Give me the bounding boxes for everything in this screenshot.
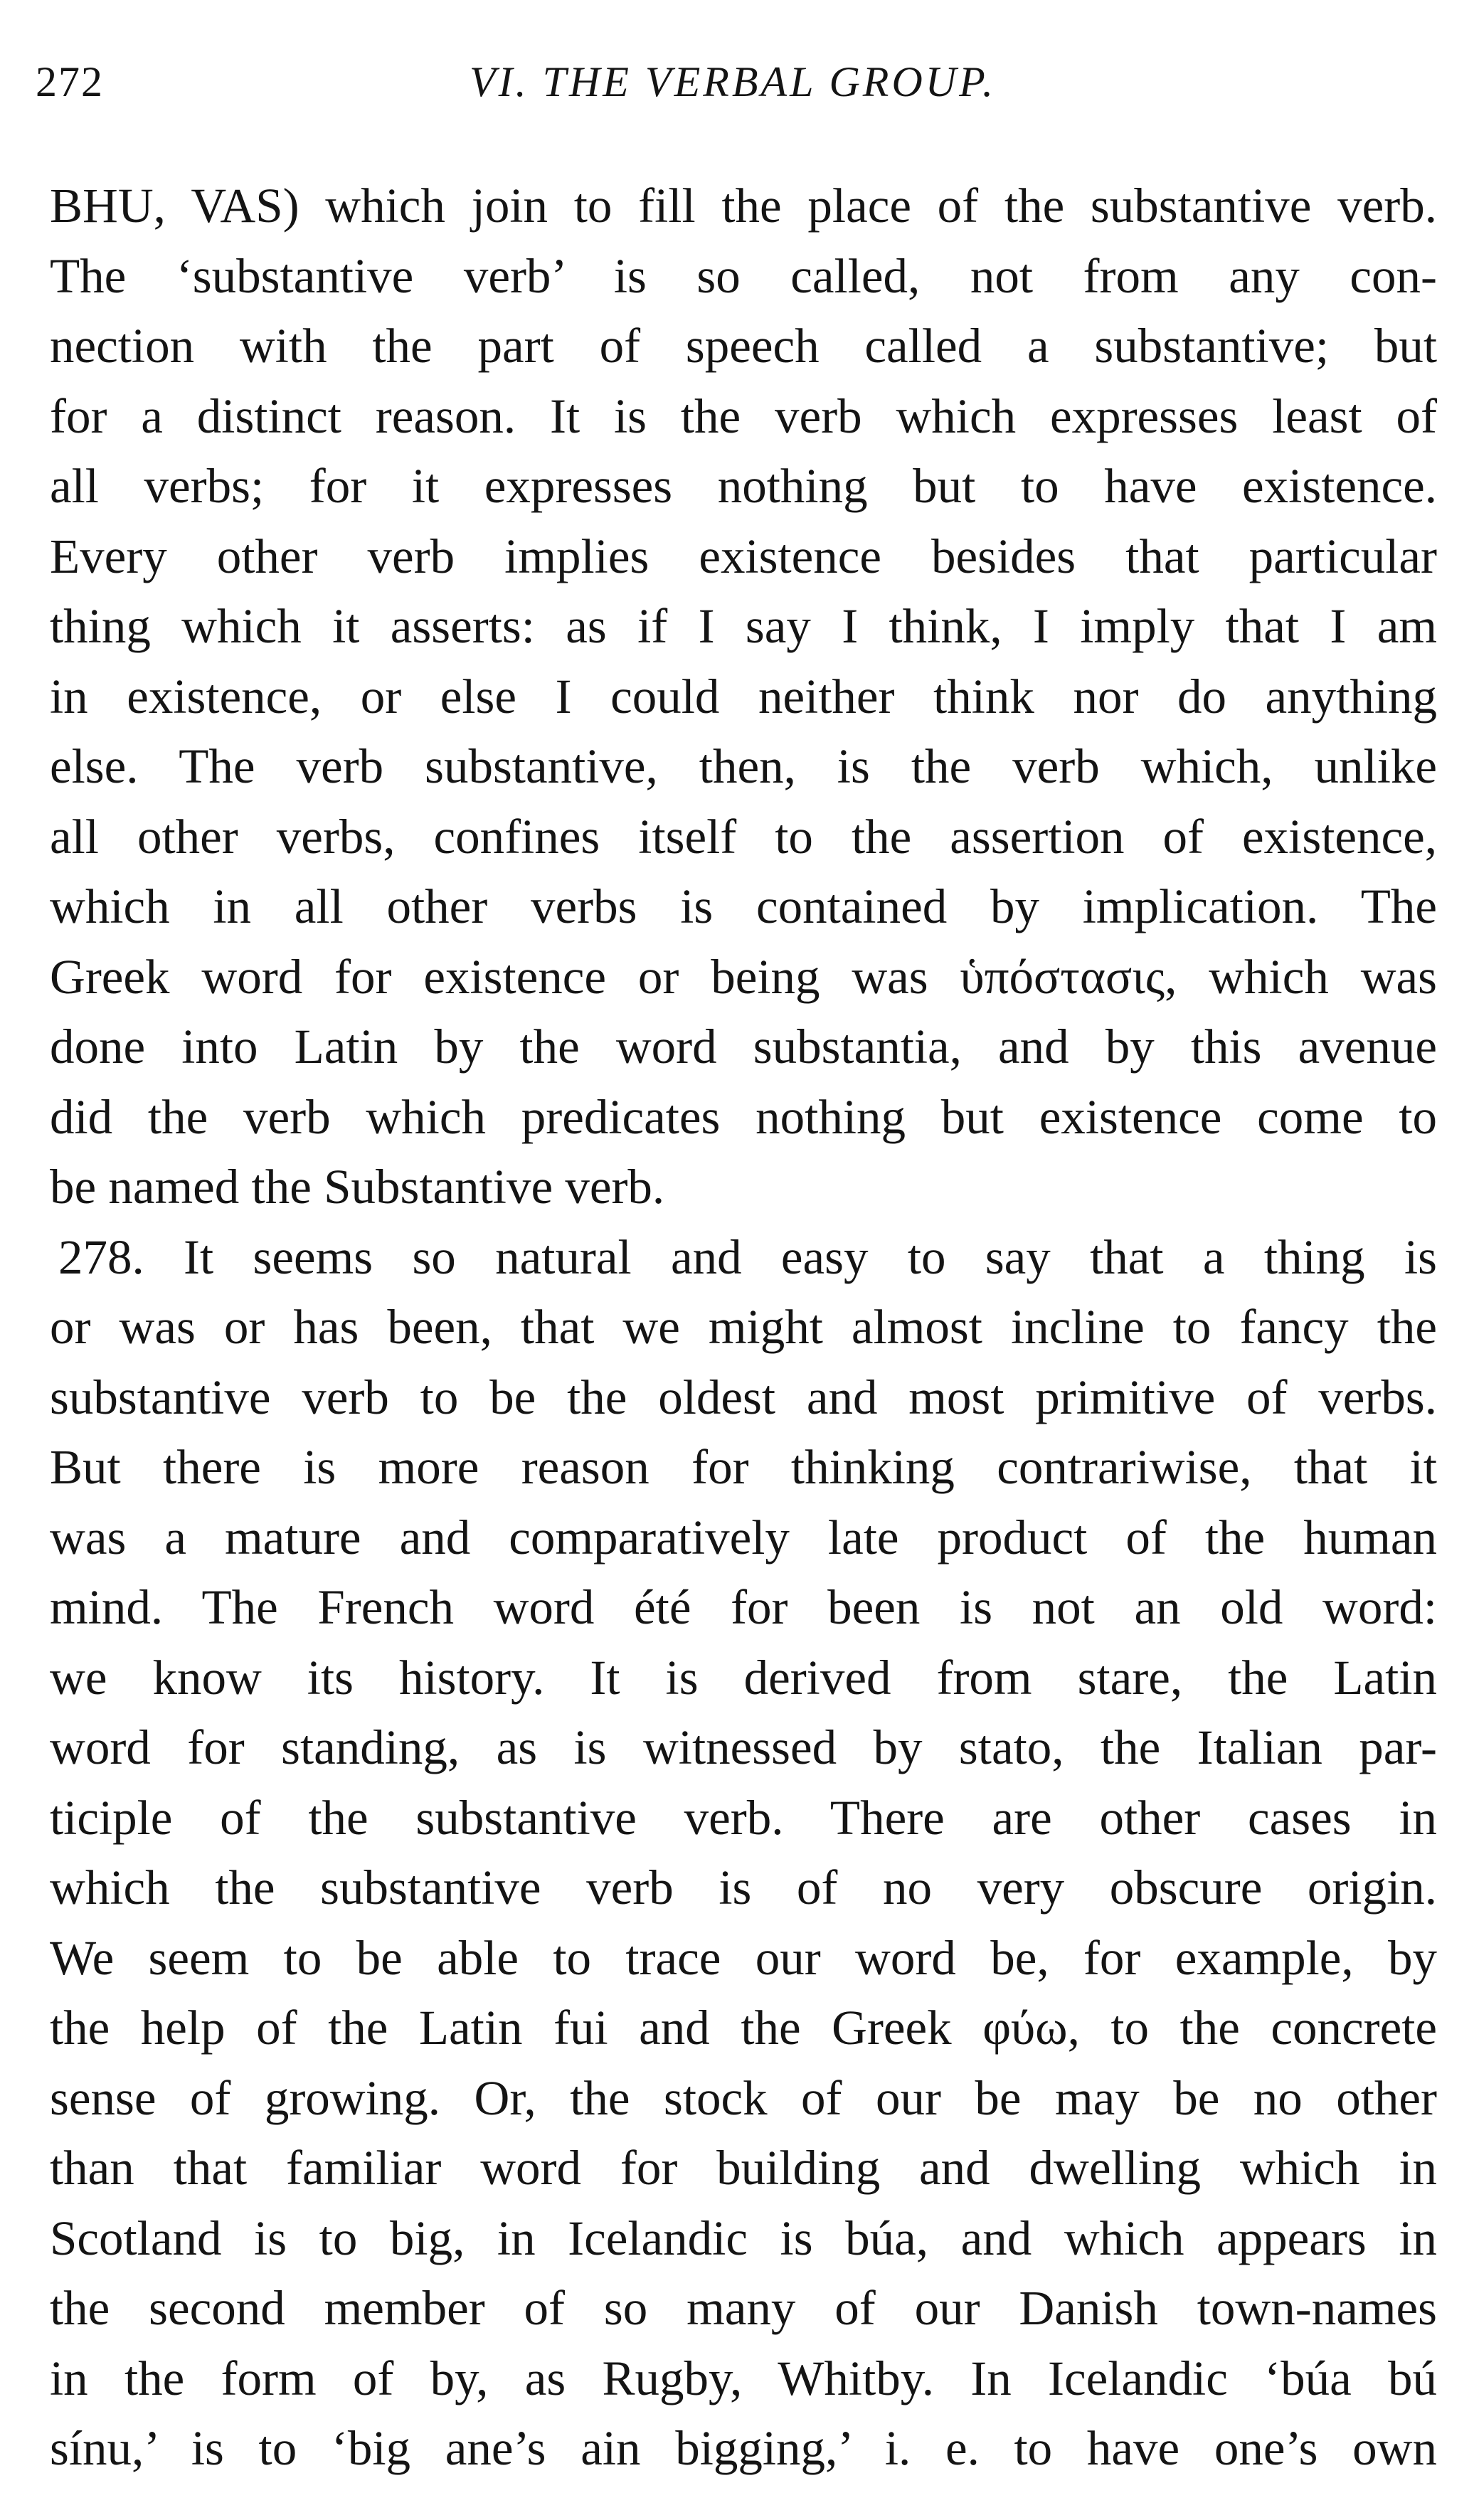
text-line: in the form of by, as Rugby, Whitby. In Icelandic ‘búa bú (50, 2351, 1437, 2405)
running-head (36, 50, 1430, 114)
text-line: done into Latin by the word substantia, and by this avenue (50, 1020, 1437, 1074)
text-line: all other verbs, confines itself to the assertion of existence, (50, 809, 1437, 864)
text-line: we know its history. It is derived from stare, the Latin (50, 1650, 1437, 1705)
text-line: the help of the Latin fui and the Greek φύω, to the concrete (50, 2001, 1437, 2055)
text-line: word for standing, as is witnessed by stato, the Italian par- (50, 1720, 1437, 1774)
text-line: Scotland is to big, in Icelandic is búa, and which appears in (50, 2211, 1437, 2265)
text-line: in existence, or else I could neither think nor do anything (50, 669, 1437, 724)
text-line: sínu,’ is to ‘big ane’s ain bigging,’ i. e. to have one’s own (50, 2421, 1437, 2475)
paragraph-278 (50, 1222, 1437, 2484)
text-line: thing which it asserts: as if I say I think, I imply that I am (50, 599, 1437, 653)
page-number: 272 (36, 58, 104, 105)
text-line: mind. The French word été for been is not an old word: (50, 1580, 1437, 1634)
text-line: Every other verb implies existence besides that particular (50, 529, 1437, 583)
text-line: for a distinct reason. It is the verb which expresses least of (50, 388, 1437, 443)
body-text (50, 171, 1437, 2484)
text-line: nection with the part of speech called a substantive; but (50, 319, 1437, 373)
text-line: ticiple of the substantive verb. There are other cases in (50, 1790, 1437, 1845)
text-line: all verbs; for it expresses nothing but to have existence. (50, 459, 1437, 513)
text-line: substantive verb to be the oldest and most primitive of verbs. (50, 1370, 1437, 1424)
text-line: which in all other verbs is contained by implication. The (50, 879, 1437, 933)
text-line: than that familiar word for building and dwelling which in (50, 2141, 1437, 2195)
text-line: was a mature and comparatively late product of the human (50, 1510, 1437, 1565)
chapter-title: VI. THE VERBAL GROUP. (469, 58, 997, 105)
paragraph-substantive-verb (50, 171, 1437, 1222)
text-line: sense of growing. Or, the stock of our be may be no other (50, 2070, 1437, 2125)
text-line: But there is more reason for thinking contrariwise, that it (50, 1440, 1437, 1494)
text-line: or was or has been, that we might almost incline to fancy the (50, 1300, 1437, 1354)
text-line: be named the Substantive verb. (50, 1160, 665, 1214)
text-line: The ‘substantive verb’ is so called, not from any con- (50, 248, 1437, 303)
text-line: which the substantive verb is of no very obscure origin. (50, 1860, 1437, 1915)
text-line: did the verb which predicates nothing but existence come to (50, 1089, 1437, 1144)
text-line: We seem to be able to trace our word be, for example, by (50, 1930, 1437, 1985)
text-line: BHU, VAS) which join to fill the place of the substantive verb. (50, 179, 1437, 233)
text-line: Greek word for existence or being was ὑπόστασις, which was (50, 949, 1437, 1004)
text-line: 278. It seems so natural and easy to say that a thing is (58, 1229, 1437, 1284)
text-line: else. The verb substantive, then, is the verb which, unlike (50, 739, 1437, 793)
text-line: the second member of so many of our Danish town-names (50, 2281, 1437, 2335)
